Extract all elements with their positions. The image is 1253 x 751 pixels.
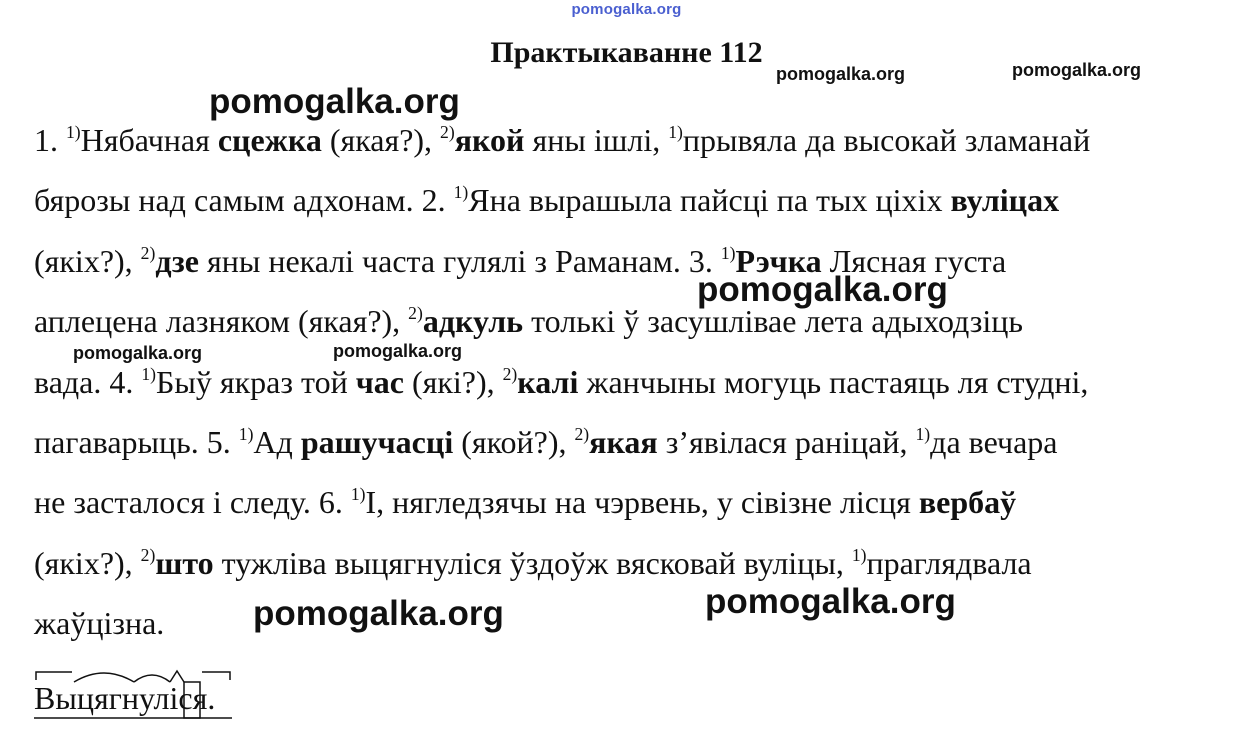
bold-word: дзе — [155, 242, 199, 279]
text-segment: (які?), — [403, 363, 503, 400]
text-segment: яны некалі часта гулялі з Раманам. 3. — [198, 242, 721, 279]
text-segment: аплецена лазняком (якая?), — [34, 303, 409, 340]
text-segment: бярозы над самым адхонам. 2. — [34, 182, 454, 219]
text-segment: 1. — [34, 122, 66, 158]
bold-word: сцежка — [217, 122, 322, 158]
clause-marker: 1) — [238, 423, 254, 444]
bold-word: якой — [454, 122, 525, 158]
parse-word-text: Выцягнуліся — [34, 680, 208, 716]
bold-word: час — [355, 363, 404, 400]
clause-marker: 1) — [453, 182, 469, 203]
text-segment: не засталося і следу. 6. — [34, 484, 351, 521]
clause-marker: 1) — [141, 363, 157, 384]
bold-word: што — [155, 544, 214, 581]
clause-marker: 1) — [350, 484, 366, 505]
root-mark — [74, 673, 134, 682]
parsed-word — [34, 680, 207, 717]
text-segment: тужліва выцягнуліся ўздоўж вясковай вуліцы, — [213, 544, 852, 581]
bold-word: вуліцах — [950, 182, 1060, 219]
clause-marker: 2) — [140, 544, 156, 565]
clause-marker: 1) — [915, 423, 931, 444]
text-segment: з’явілася раніцай, — [657, 423, 916, 460]
ending-mark — [184, 682, 200, 718]
text-segment: жанчыны могуць пастаяць ля студні, — [578, 363, 1089, 400]
watermark: pomogalka.org — [333, 341, 463, 361]
clause-marker: 2) — [502, 363, 518, 384]
text-segment: (якая?), — [321, 122, 441, 158]
bold-word: калі — [517, 363, 579, 400]
text-segment: Нябачная — [80, 122, 218, 158]
bold-word: вербаў — [918, 484, 1017, 521]
watermark: pomogalka.org — [1012, 60, 1142, 80]
bold-word: Рэчка — [735, 242, 822, 279]
bold-word: якая — [589, 423, 658, 460]
clause-marker: 1) — [668, 121, 683, 142]
word-parse — [34, 680, 215, 717]
text-line — [34, 593, 1224, 653]
clause-marker: 2) — [140, 242, 156, 263]
watermark: pomogalka.org — [73, 343, 203, 363]
clause-marker: 2) — [440, 121, 455, 142]
text-line — [34, 533, 1224, 593]
bold-word: адкуль — [422, 303, 524, 340]
clause-marker: 1) — [66, 121, 81, 142]
exercise-text — [34, 110, 1224, 654]
text-segment: (якіх?), — [34, 544, 141, 581]
text-line — [34, 231, 1224, 291]
header-watermark: pomogalka.org — [571, 1, 682, 18]
watermark: pomogalka.org — [705, 582, 956, 621]
text-line — [34, 352, 1224, 412]
morpheme-marks — [34, 668, 234, 728]
text-segment: жаўцізна. — [34, 605, 165, 642]
watermark: pomogalka.org — [697, 270, 948, 309]
bold-word: рашучасці — [300, 423, 454, 460]
text-segment: яны ішлі, — [524, 122, 669, 158]
text-segment: вада. 4. — [34, 363, 142, 400]
text-segment: пагаварыць. 5. — [34, 423, 239, 460]
suffix-mark — [170, 671, 184, 682]
text-segment: Яна вырашыла пайсці па тых ціхіх — [468, 182, 951, 219]
text-line — [34, 472, 1224, 532]
text-segment: Быў якраз той — [156, 363, 356, 400]
postfix-mark — [202, 672, 230, 680]
page-title: Практыкаванне 112 — [490, 36, 763, 69]
clause-marker: 1) — [720, 242, 736, 263]
clause-marker: 2) — [408, 302, 423, 323]
watermark: pomogalka.org — [209, 82, 460, 121]
text-line — [34, 412, 1224, 472]
text-segment: да вечара — [930, 423, 1058, 460]
text-segment: толькі ў засушлівае лета адыходзіць — [523, 303, 1023, 340]
parse-word-end: . — [207, 680, 216, 716]
text-segment: (якой?), — [453, 423, 575, 460]
text-line — [34, 291, 1224, 351]
text-segment: праглядвала — [866, 544, 1032, 581]
watermark: pomogalka.org — [776, 64, 906, 84]
suffix-mark — [134, 675, 170, 682]
clause-marker: 1) — [851, 544, 867, 565]
text-line — [34, 170, 1224, 230]
text-segment: (якіх?), — [34, 242, 141, 279]
text-segment: Лясная густа — [821, 242, 1007, 279]
prefix-mark — [36, 672, 72, 680]
text-segment: І, нягледзячы на чэрвень, у сівізне лісця — [365, 484, 919, 521]
clause-marker: 2) — [574, 423, 590, 444]
watermark: pomogalka.org — [253, 594, 504, 633]
text-segment: прывяла да высокай зламанай — [682, 122, 1091, 158]
text-segment: Ад — [253, 423, 301, 460]
